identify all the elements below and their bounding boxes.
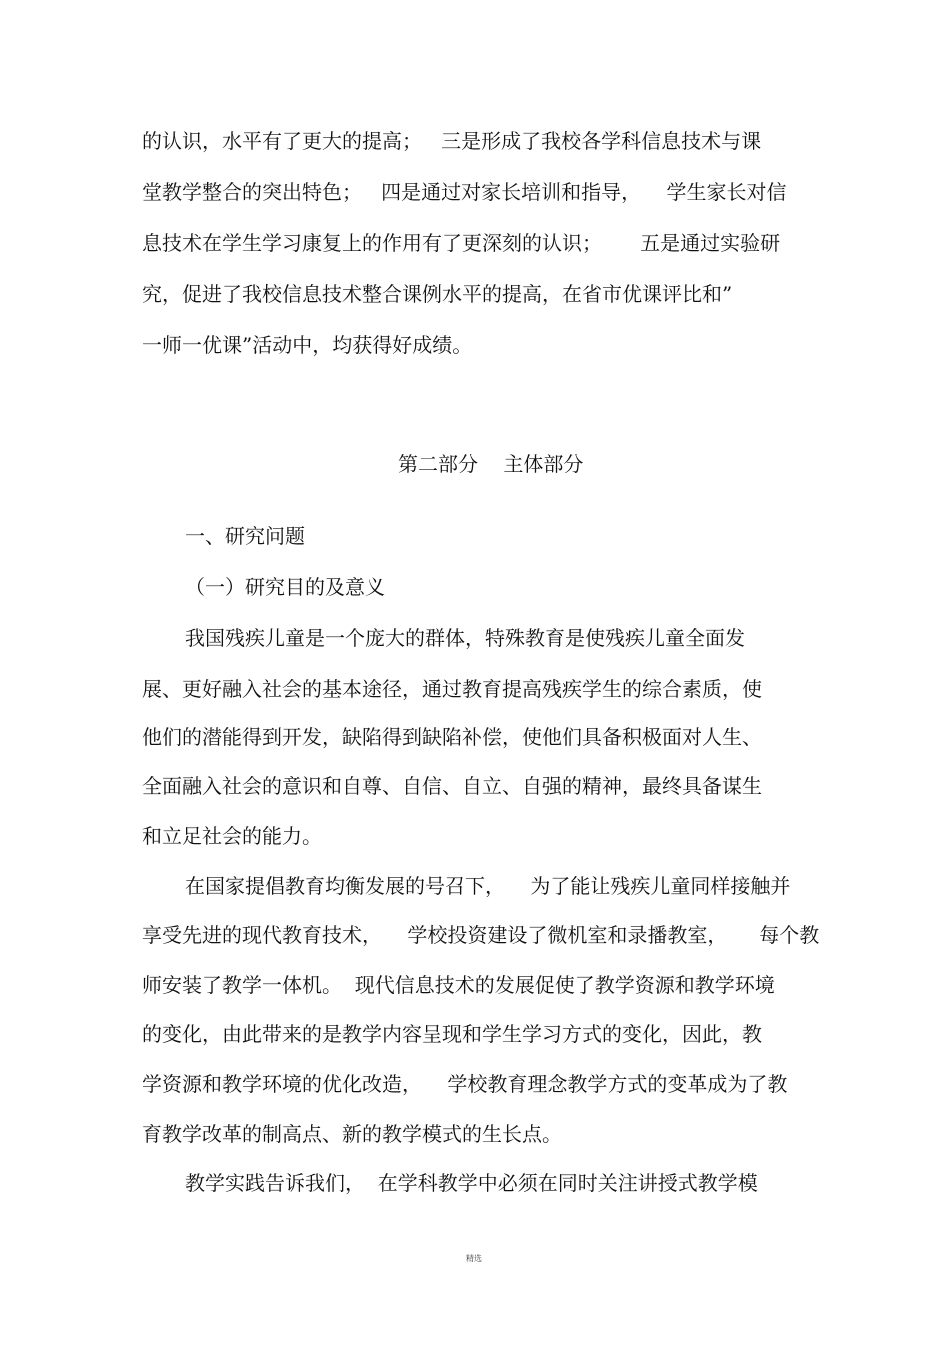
paragraph-line: 师安装了教学一体机。 现代信息技术的发展促使了教学资源和教学环境 (142, 973, 775, 997)
paragraph-line: 的变化，由此带来的是教学内容呈现和学生学习方式的变化，因此，教 (142, 1022, 762, 1046)
paragraph-line: 他们的潜能得到开发，缺陷得到缺陷补偿，使他们具备积极面对人生、 (142, 725, 762, 749)
page-footer: 精选 (466, 1254, 482, 1263)
intro-line: 究，促进了我校信息技术整合课例水平的提高，在省市优课评比和” (142, 282, 733, 306)
intro-line: 堂教学整合的突出特色； 四是通过对家长培训和指导， 学生家长对信 (142, 180, 787, 204)
paragraph-line: 育教学改革的制高点、新的教学模式的生长点。 (142, 1122, 562, 1146)
heading-research-questions: 一、研究问题 (185, 524, 305, 548)
heading-purpose-significance: （一）研究目的及意义 (185, 575, 385, 599)
section-title: 第二部分 主体部分 (398, 452, 584, 476)
paragraph-line: 教学实践告诉我们， 在学科教学中必须在同时关注讲授式教学模 (185, 1171, 758, 1195)
paragraph-line: 我国残疾儿童是一个庞大的群体，特殊教育是使残疾儿童全面发 (185, 626, 745, 650)
paragraph-line: 享受先进的现代教育技术， 学校投资建设了微机室和录播教室， 每个教 (142, 923, 820, 947)
paragraph-line: 和立足社会的能力。 (142, 824, 322, 848)
paragraph-line: 展、更好融入社会的基本途径，通过教育提高残疾学生的综合素质，使 (142, 677, 762, 701)
paragraph-line: 全面融入社会的意识和自尊、自信、自立、自强的精神，最终具备谋生 (142, 774, 762, 798)
paragraph-line: 在国家提倡教育均衡发展的号召下， 为了能让残疾儿童同样接触并 (185, 874, 791, 898)
paragraph-line: 学资源和教学环境的优化改造， 学校教育理念教学方式的变革成为了教 (142, 1072, 788, 1096)
intro-line: 一师一优课”活动中，均获得好成绩。 (142, 333, 473, 357)
intro-line: 息技术在学生学习康复上的作用有了更深刻的认识； 五是通过实验研 (142, 231, 781, 255)
intro-line: 的认识，水平有了更大的提高； 三是形成了我校各学科信息技术与课 (142, 129, 762, 153)
